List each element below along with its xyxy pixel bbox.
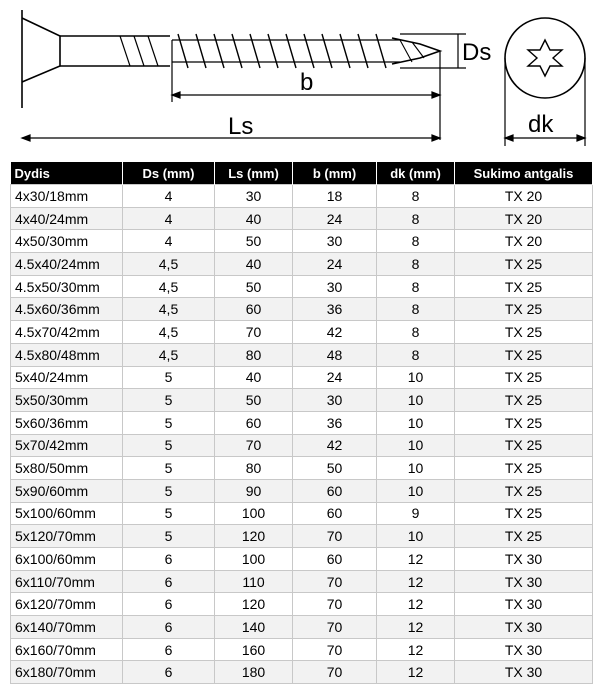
table-cell: 10 [377, 434, 455, 457]
table-row [11, 321, 593, 344]
table-cell: 18 [293, 185, 377, 208]
table-cell: 4.5x70/42mm [11, 321, 123, 344]
table-cell: 50 [215, 230, 293, 253]
table-cell: 140 [215, 616, 293, 639]
table-row [11, 366, 593, 389]
table-cell: 10 [377, 479, 455, 502]
table-cell: TX 25 [455, 502, 593, 525]
table-cell: 5x40/24mm [11, 366, 123, 389]
table-row [11, 616, 593, 639]
ds-label: Ds [462, 39, 492, 66]
table-cell: 5x50/30mm [11, 389, 123, 412]
table-cell: 8 [377, 298, 455, 321]
table-row [11, 343, 593, 366]
table-cell: 4.5x40/24mm [11, 253, 123, 276]
table-cell: 120 [215, 593, 293, 616]
table-row [11, 548, 593, 571]
table-cell: 10 [377, 457, 455, 480]
table-cell: 10 [377, 389, 455, 412]
table-cell: 5x120/70mm [11, 525, 123, 548]
table-cell: 4x50/30mm [11, 230, 123, 253]
table-cell: TX 30 [455, 638, 593, 661]
table-cell: 6 [123, 638, 215, 661]
table-cell: 6 [123, 593, 215, 616]
table-cell: 8 [377, 343, 455, 366]
table-row [11, 502, 593, 525]
table-cell: 120 [215, 525, 293, 548]
table-cell: 36 [293, 298, 377, 321]
table-row [11, 479, 593, 502]
table-row [11, 185, 593, 208]
table-row [11, 434, 593, 457]
table-cell: 48 [293, 343, 377, 366]
table-cell: 60 [293, 479, 377, 502]
table-row [11, 570, 593, 593]
table-cell: 30 [215, 185, 293, 208]
table-row [11, 389, 593, 412]
table-cell: 40 [215, 207, 293, 230]
table-cell: TX 20 [455, 230, 593, 253]
table-cell: TX 30 [455, 661, 593, 684]
table-cell: 12 [377, 661, 455, 684]
table-row [11, 275, 593, 298]
column-header: Dydis [11, 162, 123, 185]
table-cell: TX 25 [455, 321, 593, 344]
table-row [11, 207, 593, 230]
table-row [11, 457, 593, 480]
table-cell: 5 [123, 434, 215, 457]
column-header: Sukimo antgalis [455, 162, 593, 185]
table-cell: 4.5x80/48mm [11, 343, 123, 366]
table-cell: TX 25 [455, 434, 593, 457]
table-row [11, 638, 593, 661]
table-cell: 4.5x50/30mm [11, 275, 123, 298]
column-header: Ds (mm) [123, 162, 215, 185]
table-cell: TX 30 [455, 548, 593, 571]
column-header: b (mm) [293, 162, 377, 185]
table-cell: 70 [215, 321, 293, 344]
table-row [11, 661, 593, 684]
table-cell: 6 [123, 570, 215, 593]
table-cell: 6x100/60mm [11, 548, 123, 571]
table-cell: 4 [123, 207, 215, 230]
table-cell: TX 20 [455, 207, 593, 230]
table-cell: 5 [123, 502, 215, 525]
screw-spec-table [10, 162, 593, 684]
table-cell: 40 [215, 253, 293, 276]
table-cell: 12 [377, 593, 455, 616]
table-cell: TX 25 [455, 389, 593, 412]
table-cell: 4,5 [123, 275, 215, 298]
table-cell: 4.5x60/36mm [11, 298, 123, 321]
table-cell: TX 25 [455, 275, 593, 298]
table-cell: 6x140/70mm [11, 616, 123, 639]
table-cell: 24 [293, 253, 377, 276]
table-cell: 50 [293, 457, 377, 480]
table-cell: 5 [123, 389, 215, 412]
screw-side-view [22, 10, 440, 108]
table-cell: 10 [377, 411, 455, 434]
table-cell: TX 25 [455, 343, 593, 366]
table-cell: 50 [215, 389, 293, 412]
table-cell: 5x90/60mm [11, 479, 123, 502]
table-row [11, 593, 593, 616]
table-cell: TX 25 [455, 457, 593, 480]
screw-head-view [505, 18, 585, 98]
table-cell: 80 [215, 343, 293, 366]
table-cell: 5 [123, 411, 215, 434]
table-cell: 6 [123, 616, 215, 639]
table-cell: 5x70/42mm [11, 434, 123, 457]
table-header-row [11, 162, 593, 185]
table-cell: 8 [377, 253, 455, 276]
table-cell: 12 [377, 638, 455, 661]
table-cell: 8 [377, 185, 455, 208]
table-cell: 6x180/70mm [11, 661, 123, 684]
table-cell: 5 [123, 457, 215, 480]
ls-label: Ls [228, 113, 254, 140]
table-cell: TX 30 [455, 570, 593, 593]
table-cell: 12 [377, 570, 455, 593]
table-row [11, 230, 593, 253]
table-cell: 4x40/24mm [11, 207, 123, 230]
table-cell: 60 [215, 411, 293, 434]
table-cell: 4,5 [123, 343, 215, 366]
table-cell: 4,5 [123, 298, 215, 321]
table-cell: 110 [215, 570, 293, 593]
b-label: b [300, 69, 314, 96]
table-cell: 60 [215, 298, 293, 321]
table-cell: 5 [123, 366, 215, 389]
table-cell: 30 [293, 230, 377, 253]
screw-drawing [0, 0, 600, 152]
table-cell: 160 [215, 638, 293, 661]
table-cell: 6x120/70mm [11, 593, 123, 616]
table-cell: 5x60/36mm [11, 411, 123, 434]
table-cell: TX 25 [455, 253, 593, 276]
dk-label: dk [528, 111, 554, 138]
table-cell: TX 25 [455, 298, 593, 321]
table-cell: TX 20 [455, 185, 593, 208]
table-cell: 42 [293, 321, 377, 344]
table-cell: 70 [293, 638, 377, 661]
table-cell: 6 [123, 548, 215, 571]
table-cell: 8 [377, 321, 455, 344]
table-cell: 4x30/18mm [11, 185, 123, 208]
table-cell: TX 25 [455, 479, 593, 502]
table-cell: 10 [377, 366, 455, 389]
table-cell: 70 [215, 434, 293, 457]
table-cell: 24 [293, 207, 377, 230]
table-cell: TX 25 [455, 525, 593, 548]
table-cell: 40 [215, 366, 293, 389]
ds-dimension [400, 34, 466, 68]
table-cell: 100 [215, 548, 293, 571]
table-cell: 5x100/60mm [11, 502, 123, 525]
table-cell: 9 [377, 502, 455, 525]
table-cell: 80 [215, 457, 293, 480]
table-cell: 12 [377, 616, 455, 639]
table-cell: 60 [293, 502, 377, 525]
table-cell: 70 [293, 593, 377, 616]
table-row [11, 411, 593, 434]
table-cell: TX 30 [455, 593, 593, 616]
table-cell: TX 30 [455, 616, 593, 639]
table-cell: 180 [215, 661, 293, 684]
table-cell: 5x80/50mm [11, 457, 123, 480]
table-cell: 4 [123, 185, 215, 208]
table-cell: 70 [293, 570, 377, 593]
table-cell: TX 25 [455, 411, 593, 434]
table-body [11, 185, 593, 684]
table-cell: 8 [377, 207, 455, 230]
table-row [11, 525, 593, 548]
table-cell: 6x110/70mm [11, 570, 123, 593]
table-cell: 42 [293, 434, 377, 457]
table-cell: 90 [215, 479, 293, 502]
table-cell: 5 [123, 525, 215, 548]
table-cell: 4 [123, 230, 215, 253]
table-cell: 6x160/70mm [11, 638, 123, 661]
table-cell: 50 [215, 275, 293, 298]
table-row [11, 253, 593, 276]
table-cell: 4,5 [123, 253, 215, 276]
table-cell: 5 [123, 479, 215, 502]
table-cell: 30 [293, 275, 377, 298]
table-cell: 8 [377, 230, 455, 253]
column-header: dk (mm) [377, 162, 455, 185]
table-cell: 36 [293, 411, 377, 434]
table-cell: 60 [293, 548, 377, 571]
table-cell: 70 [293, 616, 377, 639]
table-cell: 6 [123, 661, 215, 684]
table-cell: 4,5 [123, 321, 215, 344]
table-cell: 30 [293, 389, 377, 412]
table-cell: 70 [293, 661, 377, 684]
column-header: Ls (mm) [215, 162, 293, 185]
table-row [11, 298, 593, 321]
table-cell: 24 [293, 366, 377, 389]
table-cell: 100 [215, 502, 293, 525]
table-cell: TX 25 [455, 366, 593, 389]
table-cell: 8 [377, 275, 455, 298]
table-cell: 10 [377, 525, 455, 548]
table-cell: 12 [377, 548, 455, 571]
table-cell: 70 [293, 525, 377, 548]
